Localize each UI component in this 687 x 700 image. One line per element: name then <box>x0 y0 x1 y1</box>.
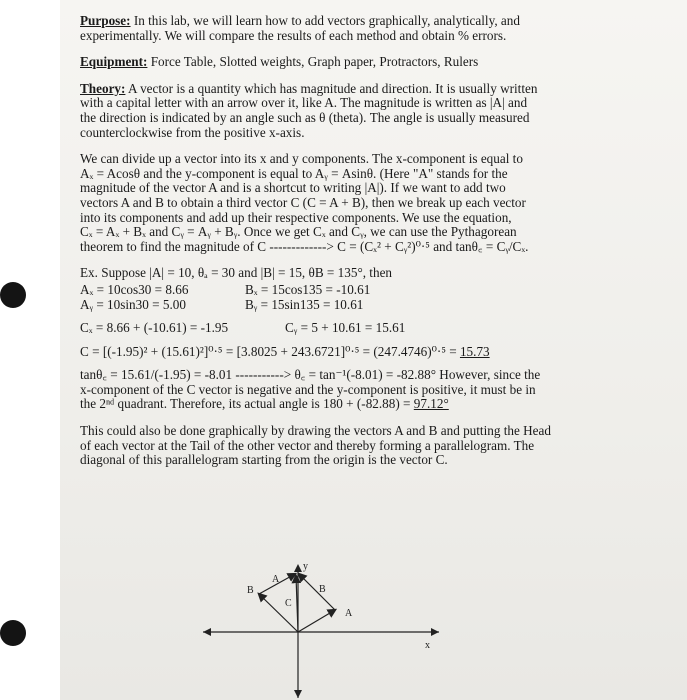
equipment-heading: Equipment: <box>80 54 148 70</box>
components-section <box>80 152 640 254</box>
angle-answer: 97.12° <box>413 396 449 412</box>
example-magnitude: C = [(-1.95)² + (15.61)²]⁰·⁵ = [3.8025 + 243.6721]⁰·⁵ = (247.4746)⁰·⁵ = <box>80 343 460 359</box>
graphical-text: of each vector at the Tail of the other vector and thereby forming a parallelogram. The <box>80 437 535 453</box>
theory-section <box>80 82 640 140</box>
components-text: Cₓ = Aₓ + Bₓ and Cᵧ = Aᵧ + Bᵧ. Once we get Cₓ and Cᵧ, we can use the Pythagorean <box>80 224 517 240</box>
example-angle-text: x-component of the C vector is negative and the y-component is positive, it must be in <box>80 381 536 397</box>
y-axis-arrow <box>294 564 302 572</box>
punch-hole <box>0 620 26 646</box>
purpose-text: experimentally. We will compare the results of each method and obtain % errors. <box>80 27 507 43</box>
components-text: Aₓ = Acosθ and the y-component is equal to Aᵧ = Asinθ. (Here "A" stands for the <box>80 165 508 181</box>
vector-b-label: B <box>319 584 326 595</box>
equipment-text: Force Table, Slotted weights, Graph paper, Protractors, Rulers <box>147 54 479 70</box>
components-text: We can divide up a vector into its x and y components. The x-component is equal to <box>80 151 523 167</box>
x-axis-arrow <box>203 628 211 636</box>
theory-heading: Theory: <box>80 80 126 96</box>
vector-b-label: B <box>247 585 254 596</box>
example-ax: Aₓ = 10cos30 = 8.66 <box>80 281 189 297</box>
example-angle-text: tanθ꜀ = 15.61/(-1.95) = -8.01 -----------> θ꜀ = tan⁻¹(-8.01) = -82.88° However, since the <box>80 367 541 383</box>
components-text: vectors A and B to obtain a third vector C (C = A + B), then we break up each vector <box>80 194 526 210</box>
purpose-heading: Purpose: <box>80 13 131 28</box>
equipment-section <box>80 55 640 70</box>
example-section <box>80 266 640 412</box>
magnitude-answer: 15.73 <box>459 343 490 359</box>
purpose-section <box>80 14 640 43</box>
components-text: into its components and add up their respective components. We use the equation, <box>80 209 512 225</box>
document-body <box>80 14 640 480</box>
page-margin <box>0 0 60 700</box>
graphical-text: This could also be done graphically by drawing the vectors A and B and putting the Head <box>80 423 551 439</box>
parallelogram-diagram <box>195 558 445 700</box>
example-bx: Bₓ = 15cos135 = -10.61 <box>245 281 371 297</box>
example-ay: Aᵧ = 10sin30 = 5.00 <box>80 296 186 312</box>
components-text: magnitude of the vector A and is a shortcut to writing |A|). If we want to add two <box>80 180 506 196</box>
example-angle-text: the 2ⁿᵈ quadrant. Therefore, its actual angle is 180 + (-82.88) = <box>80 396 414 412</box>
vector-a <box>298 610 335 632</box>
x-axis-label: x <box>425 640 430 651</box>
graphical-section <box>80 424 640 468</box>
example-cx: Cₓ = 8.66 + (-10.61) = -1.95 <box>80 320 229 336</box>
vector-c-label: C <box>285 598 292 609</box>
punch-hole <box>0 282 26 308</box>
theory-text: with a capital letter with an arrow over it, like A. The magnitude is written as |A| and <box>80 95 528 111</box>
x-axis-arrow <box>431 628 439 636</box>
theory-text: counterclockwise from the positive x-axis. <box>80 124 305 140</box>
example-cy: Cᵧ = 5 + 10.61 = 15.61 <box>285 320 406 336</box>
graphical-text: diagonal of this parallelogram starting from the origin is the vector C. <box>80 452 448 468</box>
example-by: Bᵧ = 15sin135 = 10.61 <box>245 296 364 312</box>
theory-text: A vector is a quantity which has magnitude and direction. It is usually written <box>125 80 538 96</box>
vector-a-label: A <box>272 574 280 585</box>
example-intro: Ex. Suppose |A| = 10, θₐ = 30 and |B| = 15, θB = 135°, then <box>80 265 393 281</box>
vector-b <box>259 594 298 632</box>
y-axis-arrow <box>294 690 302 698</box>
vector-b-shifted <box>299 574 335 610</box>
y-axis-label: y <box>303 561 308 572</box>
components-text: theorem to find the magnitude of C -------------> C = (Cₓ² + Cᵧ²)⁰·⁵ and tanθ꜀ = Cᵧ/Cₓ. <box>80 238 529 254</box>
purpose-text: In this lab, we will learn how to add vectors graphically, analytically, and <box>130 13 520 28</box>
vector-a-label: A <box>345 608 353 619</box>
theory-text: the direction is indicated by an angle such as θ (theta). The angle is usually measured <box>80 109 530 125</box>
